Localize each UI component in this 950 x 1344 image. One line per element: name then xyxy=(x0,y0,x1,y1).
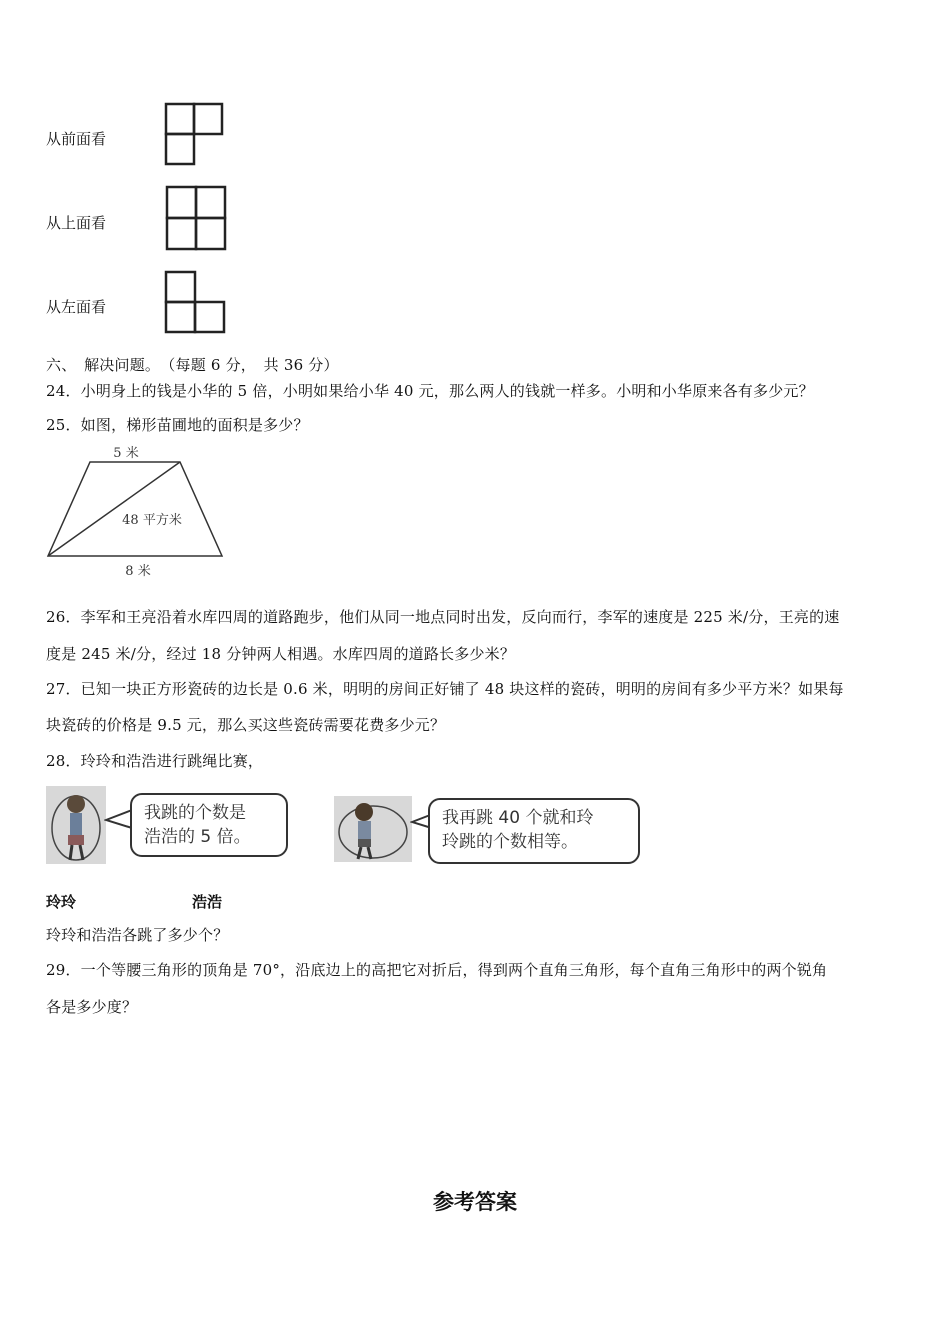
section-heading: 六、 解决问题。 （每题 6 分， 共 36 分） xyxy=(46,356,339,374)
question-26-line2: 度是 245 米/分，经过 18 分钟两人相遇。水库四周的道路长多少米？ xyxy=(46,645,516,663)
question-28-ask: 玲玲和浩浩各跳了多少个？ xyxy=(46,926,229,944)
boy-jumping-rope-image xyxy=(334,796,412,862)
trapezoid-bottom-label: 8 米 xyxy=(125,564,151,579)
view-left-label: 从左面看 xyxy=(46,298,107,316)
name-lingling: 玲玲 xyxy=(46,893,77,911)
question-25: 25．如图，梯形苗圃地的面积是多少？ xyxy=(46,416,309,434)
answer-title: 参考答案 xyxy=(433,1190,517,1214)
question-28: 28．玲玲和浩浩进行跳绳比赛， xyxy=(46,752,264,770)
trapezoid-top-label: 5 米 xyxy=(113,446,139,461)
trapezoid-diagram xyxy=(40,440,240,582)
trapezoid-area-label: 48 平方米 xyxy=(122,513,182,528)
question-24: 24．小明身上的钱是小华的 5 倍，小明如果给小华 40 元，那么两人的钱就一样多。小明和小华原来各有多少元？ xyxy=(46,382,814,400)
left-view-figure xyxy=(162,268,228,336)
question-29-line1: 29．一个等腰三角形的顶角是 70°，沿底边上的高把它对折后，得到两个直角三角形，每个直角三角形中的两个锐角 xyxy=(46,961,828,979)
girl-jumping-rope-image xyxy=(46,786,106,864)
top-view-figure xyxy=(163,183,229,253)
name-haohao: 浩浩 xyxy=(192,893,223,911)
girl-figure-icon xyxy=(46,786,106,864)
bubble2-line2: 玲跳的个数相等。 xyxy=(442,832,578,852)
trapezoid-shape xyxy=(48,462,222,556)
view-top-label: 从上面看 xyxy=(46,214,107,232)
speech-bubble-girl xyxy=(130,793,288,857)
front-view-figure xyxy=(162,100,226,168)
bubble2-line1: 我再跳 40 个就和玲 xyxy=(442,808,594,828)
bubble1-line2: 浩浩的 5 倍。 xyxy=(144,827,251,847)
trapezoid-diagonal xyxy=(48,462,180,556)
question-27-line1: 27．已知一块正方形瓷砖的边长是 0.6 米，明明的房间正好铺了 48 块这样的瓷砖，明明的房间有多少平方米？如果每 xyxy=(46,680,844,698)
question-26-line1: 26．李军和王亮沿着水库四周的道路跑步，他们从同一地点同时出发，反向而行，李军的速度是 225 米/分，王亮的速 xyxy=(46,608,840,626)
bubble1-line1: 我跳的个数是 xyxy=(144,803,246,823)
view-front-label: 从前面看 xyxy=(46,130,107,148)
question-27-line2: 块瓷砖的价格是 9.5 元，那么买这些瓷砖需要花费多少元？ xyxy=(46,716,446,734)
question-29-line2: 各是多少度？ xyxy=(46,998,138,1016)
speech-bubble-boy xyxy=(428,798,640,864)
boy-figure-icon xyxy=(334,796,412,862)
